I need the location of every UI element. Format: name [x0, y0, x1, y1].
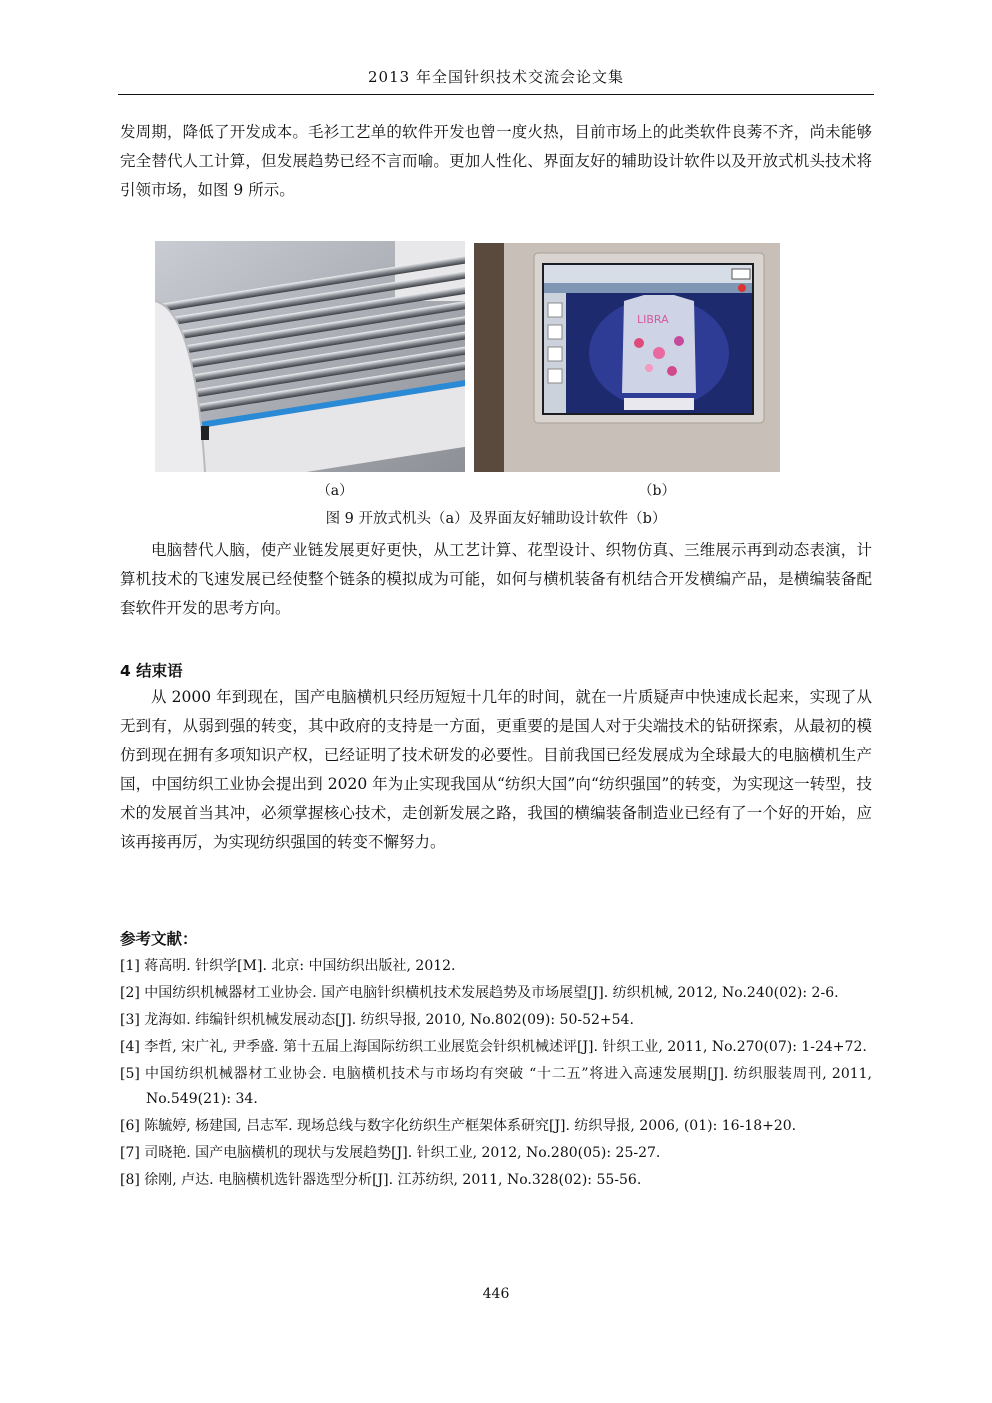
- machine-head-image: [155, 241, 465, 472]
- conclusion-paragraph: 从 2000 年到现在，国产电脑横机只经历短短十几年的时间，就在一片质疑声中快速成长起来，实现了从无到有，从弱到强的转变，其中政府的支持是一方面，更重要的是国人对于尖端技术的钻研探索，从最初的模仿到现在拥有多项知识产权，已经证明了技术研发的必要性。目前我国已经发展成为全球最大的电脑横机生产国，中国纺织工业协会提出到 2020 年为止实现我国从“纺织大国”向“纺织强国”的转变，为实现这一转型，技术的发展首当其冲，必须掌握核心技术，走创新发展之路，我国的横编装备制造业已经有了一个好的开始，应该再接再厉，为实现纺织强国的转变不懈努力。: [120, 688, 872, 851]
- figure-b-photo: [474, 243, 780, 472]
- header-rule: [118, 94, 874, 95]
- figure-b-label: （b）: [638, 483, 676, 499]
- screen-text: LIBRA: [637, 313, 669, 326]
- page-number: 446: [482, 1286, 510, 1302]
- reference-item: [8] 徐刚, 卢达. 电脑横机选针器选型分析[J]. 江苏纺织, 2011, No.328(02): 55-56.: [120, 1172, 642, 1188]
- reference-item: [5] 中国纺织机械器材工业协会. 电脑横机技术与市场均有突破 “十二五”将进入高速发展期[J]. 纺织服装周刊, 2011, No.549(21): 34.: [120, 1066, 872, 1107]
- intro-paragraph: 发周期，降低了开发成本。毛衫工艺单的软件开发也曾一度火热，目前市场上的此类软件良莠不齐，尚未能够完全替代人工计算，但发展趋势已经不言而喻。更加人性化、界面友好的辅助设计软件以及开放式机头技术将引领市场，如图 9 所示。: [120, 123, 872, 199]
- figure-a-label: （a）: [316, 483, 354, 499]
- section-heading: 4 结束语: [120, 662, 183, 680]
- reference-item: [4] 李哲, 宋广礼, 尹季盛. 第十五届上海国际纺织工业展览会针织机械述评[J]. 针织工业, 2011, No.270(07): 1-24+72.: [120, 1039, 867, 1055]
- reference-item: [3] 龙海如. 纬编针织机械发展动态[J]. 纺织导报, 2010, No.802(09): 50-52+54.: [120, 1012, 634, 1028]
- figure-caption: 图 9 开放式机头（a）及界面友好辅助设计软件（b）: [325, 511, 667, 527]
- software-screen-image: [474, 243, 780, 472]
- reference-item: [7] 司晓艳. 国产电脑横机的现状与发展趋势[J]. 针织工业, 2012, No.280(05): 25-27.: [120, 1145, 661, 1161]
- reference-item: [6] 陈毓婷, 杨建国, 吕志军. 现场总线与数字化纺织生产框架体系研究[J]. 纺织导报, 2006, (01): 16-18+20.: [120, 1118, 797, 1134]
- body-paragraph-2: 电脑替代人脑，使产业链发展更好更快，从工艺计算、花型设计、织物仿真、三维展示再到动态表演，计算机技术的飞速发展已经使整个链条的模拟成为可能，如何与横机装备有机结合开发横编产品，是横编装备配套软件开发的思考方向。: [120, 541, 872, 617]
- running-header: 2013 年全国针织技术交流会论文集: [368, 68, 624, 86]
- reference-list: [120, 954, 872, 1195]
- references-heading: 参考文献：: [120, 930, 198, 948]
- figure-a-photo: [155, 241, 465, 472]
- reference-item: [1] 蒋高明. 针织学[M]. 北京: 中国纺织出版社, 2012.: [120, 958, 456, 974]
- reference-item: [2] 中国纺织机械器材工业协会. 国产电脑针织横机技术发展趋势及市场展望[J]. 纺织机械, 2012, No.240(02): 2-6.: [120, 985, 839, 1001]
